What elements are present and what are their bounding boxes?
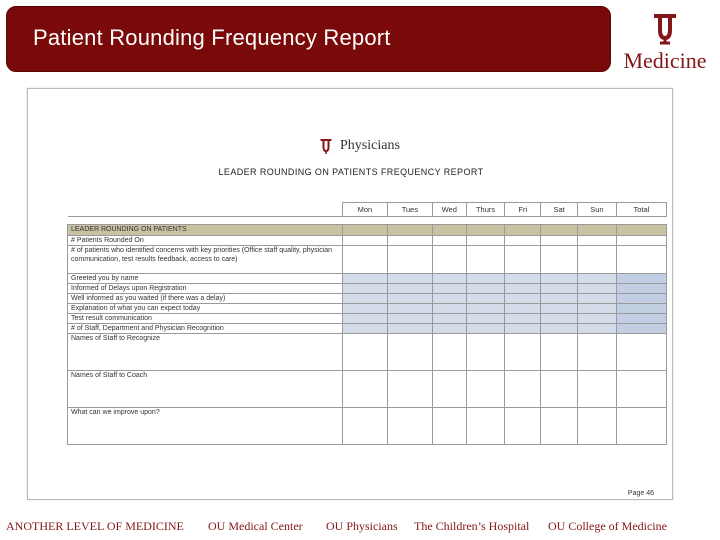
ou-medicine-logo bbox=[615, 10, 715, 72]
section-label: LEADER ROUNDING ON PATIENTS bbox=[68, 225, 343, 236]
report-heading: LEADER ROUNDING ON PATIENTS FREQUENCY REPORT bbox=[218, 167, 484, 177]
section-header-row bbox=[68, 225, 667, 236]
footer-bar bbox=[0, 519, 720, 537]
table-row bbox=[68, 324, 667, 334]
footer-link-childrens-hospital[interactable]: The Children’s Hospital bbox=[414, 519, 530, 533]
day-header-row bbox=[68, 203, 667, 217]
table-row bbox=[68, 246, 667, 274]
page-number: Page 46 bbox=[627, 490, 654, 497]
day-header: Total bbox=[616, 203, 666, 217]
title-banner bbox=[6, 6, 611, 72]
ou-monogram-icon bbox=[651, 10, 679, 46]
notes-row bbox=[68, 371, 667, 408]
row-label: # of patients who identified concerns with key priorities (Office staff quality, physician communication, test results feedback, access to care) bbox=[68, 246, 343, 274]
notes-label: Names of Staff to Recognize bbox=[68, 334, 343, 371]
day-header: Mon bbox=[342, 203, 387, 217]
table-row bbox=[68, 284, 667, 294]
row-label: # Patients Rounded On bbox=[68, 236, 343, 246]
rounding-table bbox=[67, 202, 667, 445]
footer-tagline: ANOTHER LEVEL OF MEDICINE bbox=[6, 519, 184, 533]
row-label: Well informed as you waited (if there was a delay) bbox=[68, 294, 343, 304]
row-label: # of Staff, Department and Physician Recognition bbox=[68, 324, 343, 334]
logo-text: Medicine bbox=[623, 48, 707, 73]
row-label: Informed of Delays upon Registration bbox=[68, 284, 343, 294]
notes-row bbox=[68, 334, 667, 371]
report-document bbox=[27, 88, 673, 500]
blank-header-cell bbox=[68, 203, 343, 217]
footer-link-college-of-medicine[interactable]: OU College of Medicine bbox=[548, 519, 667, 533]
row-label: Explanation of what you can expect today bbox=[68, 304, 343, 314]
table-row bbox=[68, 294, 667, 304]
notes-label: What can we improve upon? bbox=[68, 408, 343, 445]
table-row bbox=[68, 236, 667, 246]
day-header: Sun bbox=[578, 203, 617, 217]
day-header: Sat bbox=[541, 203, 578, 217]
row-label: Test result communication bbox=[68, 314, 343, 324]
notes-label: Names of Staff to Coach bbox=[68, 371, 343, 408]
notes-row bbox=[68, 408, 667, 445]
row-label: Greeted you by name bbox=[68, 274, 343, 284]
footer-link-medical-center[interactable]: OU Medical Center bbox=[208, 519, 303, 533]
day-header: Tues bbox=[387, 203, 432, 217]
ou-physicians-logo bbox=[317, 137, 400, 155]
table-row bbox=[68, 314, 667, 324]
day-header: Wed bbox=[432, 203, 466, 217]
page-title: Patient Rounding Frequency Report bbox=[33, 25, 391, 50]
ou-physicians-brand: Physicians bbox=[340, 138, 400, 153]
day-header: Thurs bbox=[466, 203, 505, 217]
ou-monogram-small-icon bbox=[317, 137, 335, 155]
day-header: Fri bbox=[505, 203, 541, 217]
table-row bbox=[68, 274, 667, 284]
table-row bbox=[68, 304, 667, 314]
footer-link-physicians[interactable]: OU Physicians bbox=[326, 519, 398, 533]
